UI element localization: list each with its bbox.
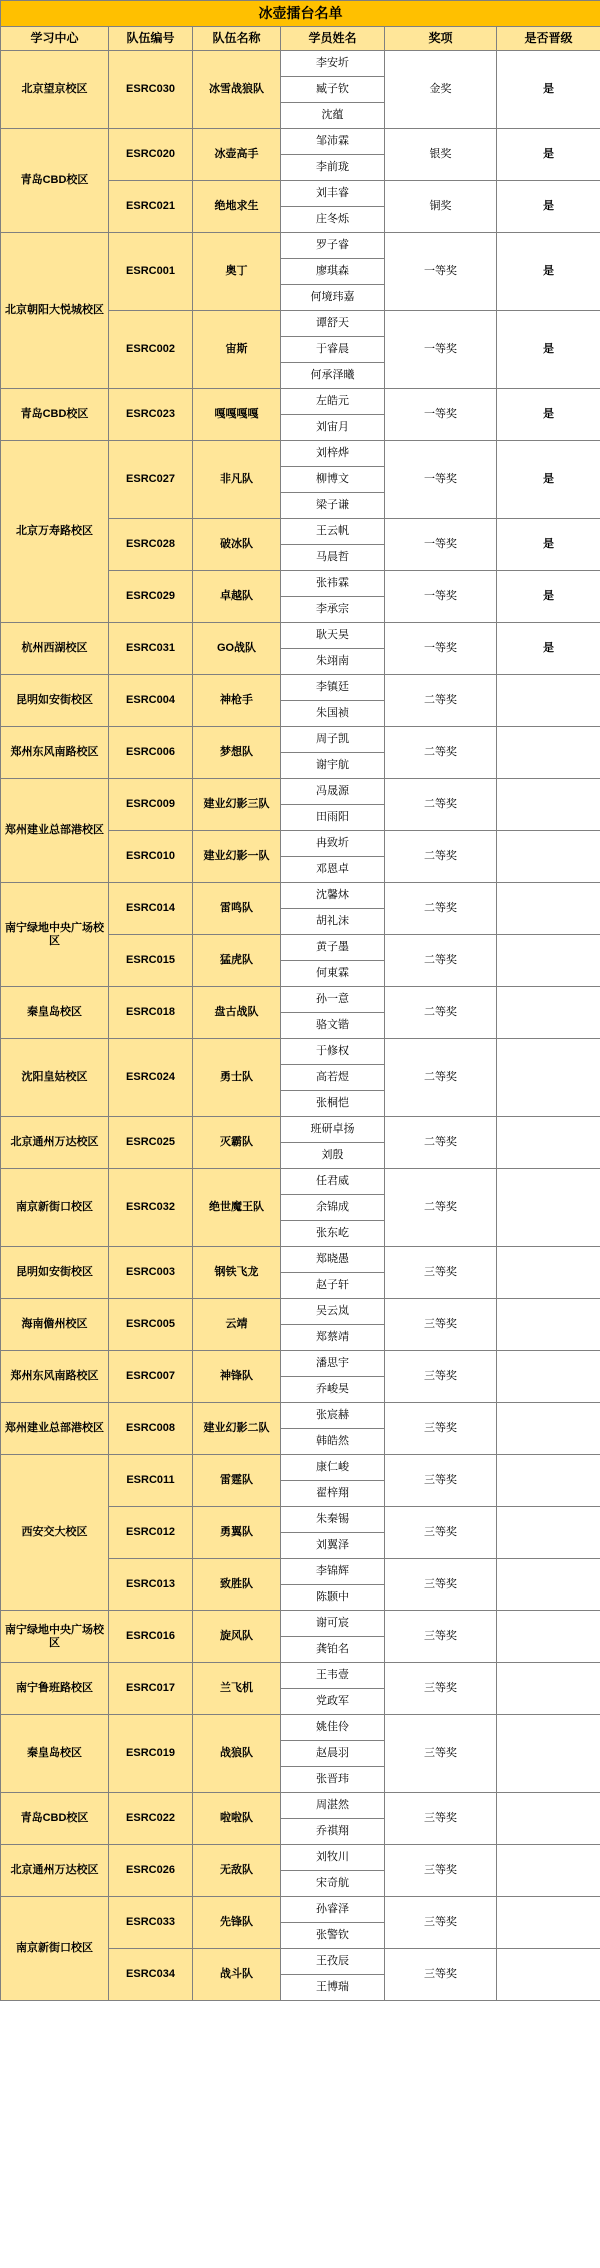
cell-prize: 二等奖: [385, 1169, 497, 1247]
cell-advanced: [497, 883, 600, 935]
cell-student-name: 余锦成: [281, 1195, 385, 1221]
cell-team-number: ESRC034: [109, 1949, 193, 2001]
cell-learning-center: 秦皇岛校区: [1, 1715, 109, 1793]
cell-student-name: 乔祺翔: [281, 1819, 385, 1845]
cell-team-name: 嘎嘎嘎嘎: [193, 389, 281, 441]
cell-team-name: 绝世魔王队: [193, 1169, 281, 1247]
cell-prize: 一等奖: [385, 311, 497, 389]
table-header-row: [1, 27, 600, 51]
cell-student-name: 孙一意: [281, 987, 385, 1013]
table-row: [1, 1793, 600, 1819]
cell-team-name: 奥丁: [193, 233, 281, 311]
cell-prize: 三等奖: [385, 1715, 497, 1793]
cell-learning-center: 郑州建业总部港校区: [1, 779, 109, 883]
cell-advanced: 是: [497, 441, 600, 519]
cell-student-name: 宋奇航: [281, 1871, 385, 1897]
cell-advanced: 是: [497, 129, 600, 181]
cell-team-name: 卓越队: [193, 571, 281, 623]
cell-student-name: 刘牧川: [281, 1845, 385, 1871]
cell-team-name: 建业幻影三队: [193, 779, 281, 831]
column-header-3: 学员姓名: [281, 27, 385, 51]
cell-team-number: ESRC002: [109, 311, 193, 389]
cell-student-name: 臧子钦: [281, 77, 385, 103]
cell-prize: 三等奖: [385, 1845, 497, 1897]
table-row: [1, 883, 600, 909]
cell-team-number: ESRC012: [109, 1507, 193, 1559]
table-row: [1, 779, 600, 805]
cell-advanced: [497, 1611, 600, 1663]
cell-team-number: ESRC029: [109, 571, 193, 623]
cell-student-name: 谭舒天: [281, 311, 385, 337]
cell-student-name: 罗子睿: [281, 233, 385, 259]
cell-prize: 三等奖: [385, 1897, 497, 1949]
column-header-4: 奖项: [385, 27, 497, 51]
cell-prize: 一等奖: [385, 623, 497, 675]
table-row: [1, 233, 600, 259]
cell-learning-center: 青岛CBD校区: [1, 389, 109, 441]
cell-prize: 三等奖: [385, 1559, 497, 1611]
cell-student-name: 冉致圻: [281, 831, 385, 857]
cell-student-name: 邹沛霖: [281, 129, 385, 155]
cell-team-number: ESRC024: [109, 1039, 193, 1117]
cell-team-name: 绝地求生: [193, 181, 281, 233]
cell-team-number: ESRC004: [109, 675, 193, 727]
cell-student-name: 翟梓翔: [281, 1481, 385, 1507]
cell-student-name: 张桐恺: [281, 1091, 385, 1117]
cell-advanced: [497, 779, 600, 831]
cell-team-name: 云靖: [193, 1299, 281, 1351]
cell-team-number: ESRC025: [109, 1117, 193, 1169]
cell-team-number: ESRC030: [109, 51, 193, 129]
cell-student-name: 王韦壹: [281, 1663, 385, 1689]
cell-team-number: ESRC033: [109, 1897, 193, 1949]
cell-team-number: ESRC008: [109, 1403, 193, 1455]
cell-prize: 三等奖: [385, 1949, 497, 2001]
table-row: [1, 129, 600, 155]
cell-advanced: 是: [497, 233, 600, 311]
table-row: [1, 1039, 600, 1065]
cell-student-name: 刘翼泽: [281, 1533, 385, 1559]
cell-advanced: 是: [497, 571, 600, 623]
cell-prize: 银奖: [385, 129, 497, 181]
table-row: [1, 1299, 600, 1325]
cell-student-name: 朱翊南: [281, 649, 385, 675]
cell-team-name: 战狼队: [193, 1715, 281, 1793]
cell-student-name: 冯晟源: [281, 779, 385, 805]
column-header-5: 是否晋级: [497, 27, 600, 51]
cell-learning-center: 郑州东风南路校区: [1, 1351, 109, 1403]
cell-prize: 三等奖: [385, 1793, 497, 1845]
cell-student-name: 吴云岚: [281, 1299, 385, 1325]
cell-learning-center: 北京望京校区: [1, 51, 109, 129]
cell-team-name: 破冰队: [193, 519, 281, 571]
cell-prize: 三等奖: [385, 1663, 497, 1715]
cell-learning-center: 北京通州万达校区: [1, 1845, 109, 1897]
table-row: [1, 675, 600, 701]
cell-learning-center: 杭州西湖校区: [1, 623, 109, 675]
cell-student-name: 黄子墨: [281, 935, 385, 961]
table-row: [1, 1715, 600, 1741]
cell-student-name: 左皓元: [281, 389, 385, 415]
cell-student-name: 张宸赫: [281, 1403, 385, 1429]
cell-student-name: 陈颢中: [281, 1585, 385, 1611]
cell-team-number: ESRC014: [109, 883, 193, 935]
cell-student-name: 姚佳伶: [281, 1715, 385, 1741]
cell-team-number: ESRC007: [109, 1351, 193, 1403]
cell-advanced: [497, 1897, 600, 1949]
table-row: [1, 1247, 600, 1273]
cell-team-number: ESRC003: [109, 1247, 193, 1299]
cell-advanced: 是: [497, 51, 600, 129]
cell-team-name: 神枪手: [193, 675, 281, 727]
cell-prize: 二等奖: [385, 831, 497, 883]
cell-prize: 一等奖: [385, 389, 497, 441]
cell-student-name: 邓恩卓: [281, 857, 385, 883]
cell-student-name: 刘宙月: [281, 415, 385, 441]
cell-student-name: 王云帆: [281, 519, 385, 545]
cell-student-name: 张警钦: [281, 1923, 385, 1949]
cell-student-name: 赵晨羽: [281, 1741, 385, 1767]
cell-team-name: GO战队: [193, 623, 281, 675]
cell-advanced: [497, 1845, 600, 1897]
cell-student-name: 李镇廷: [281, 675, 385, 701]
cell-learning-center: 沈阳皇姑校区: [1, 1039, 109, 1117]
cell-advanced: 是: [497, 181, 600, 233]
cell-advanced: [497, 831, 600, 883]
table-row: [1, 1845, 600, 1871]
column-header-1: 队伍编号: [109, 27, 193, 51]
cell-student-name: 柳博文: [281, 467, 385, 493]
table-row: [1, 1897, 600, 1923]
cell-student-name: 高若煜: [281, 1065, 385, 1091]
cell-student-name: 郑蔡靖: [281, 1325, 385, 1351]
cell-student-name: 韩皓然: [281, 1429, 385, 1455]
cell-advanced: [497, 1559, 600, 1611]
cell-team-number: ESRC022: [109, 1793, 193, 1845]
cell-team-number: ESRC016: [109, 1611, 193, 1663]
cell-learning-center: 西安交大校区: [1, 1455, 109, 1611]
cell-prize: 二等奖: [385, 779, 497, 831]
cell-prize: 一等奖: [385, 571, 497, 623]
table-row: [1, 1169, 600, 1195]
cell-advanced: [497, 935, 600, 987]
cell-prize: 二等奖: [385, 1117, 497, 1169]
cell-student-name: 李锦辉: [281, 1559, 385, 1585]
cell-prize: 二等奖: [385, 727, 497, 779]
cell-learning-center: 北京万寿路校区: [1, 441, 109, 623]
cell-advanced: 是: [497, 519, 600, 571]
cell-team-name: 非凡队: [193, 441, 281, 519]
cell-student-name: 朱秦锡: [281, 1507, 385, 1533]
cell-prize: 三等奖: [385, 1247, 497, 1299]
table-row: [1, 987, 600, 1013]
cell-team-name: 致胜队: [193, 1559, 281, 1611]
cell-advanced: [497, 987, 600, 1039]
cell-team-name: 先锋队: [193, 1897, 281, 1949]
cell-team-name: 冰雪战狼队: [193, 51, 281, 129]
cell-team-name: 猛虎队: [193, 935, 281, 987]
cell-learning-center: 海南儋州校区: [1, 1299, 109, 1351]
cell-prize: 二等奖: [385, 935, 497, 987]
cell-student-name: 何境玮嘉: [281, 285, 385, 311]
cell-team-number: ESRC015: [109, 935, 193, 987]
cell-advanced: [497, 1507, 600, 1559]
cell-student-name: 李承宗: [281, 597, 385, 623]
cell-student-name: 周子凯: [281, 727, 385, 753]
cell-student-name: 李前珑: [281, 155, 385, 181]
table-row: [1, 389, 600, 415]
cell-advanced: [497, 1793, 600, 1845]
page-title: 冰壶擂台名单: [1, 1, 600, 27]
cell-team-name: 宙斯: [193, 311, 281, 389]
cell-student-name: 王博瑞: [281, 1975, 385, 2001]
cell-learning-center: 青岛CBD校区: [1, 129, 109, 233]
cell-prize: 三等奖: [385, 1507, 497, 1559]
cell-team-name: 旋风队: [193, 1611, 281, 1663]
cell-prize: 三等奖: [385, 1403, 497, 1455]
cell-student-name: 郑晓愚: [281, 1247, 385, 1273]
cell-team-number: ESRC019: [109, 1715, 193, 1793]
table-row: [1, 727, 600, 753]
table-title-row: [1, 1, 600, 27]
cell-learning-center: 郑州建业总部港校区: [1, 1403, 109, 1455]
cell-team-name: 啦啦队: [193, 1793, 281, 1845]
cell-learning-center: 北京通州万达校区: [1, 1117, 109, 1169]
cell-team-number: ESRC026: [109, 1845, 193, 1897]
cell-student-name: 孙睿泽: [281, 1897, 385, 1923]
table-row: [1, 1611, 600, 1637]
cell-learning-center: 北京朝阳大悦城校区: [1, 233, 109, 389]
cell-team-name: 建业幻影一队: [193, 831, 281, 883]
cell-advanced: 是: [497, 623, 600, 675]
cell-team-number: ESRC018: [109, 987, 193, 1039]
cell-prize: 二等奖: [385, 883, 497, 935]
cell-student-name: 班研卓扬: [281, 1117, 385, 1143]
cell-advanced: [497, 1039, 600, 1117]
cell-advanced: [497, 1351, 600, 1403]
cell-learning-center: 昆明如安街校区: [1, 1247, 109, 1299]
cell-team-name: 神锋队: [193, 1351, 281, 1403]
table-row: [1, 51, 600, 77]
cell-student-name: 沈馨炑: [281, 883, 385, 909]
cell-team-name: 冰壶高手: [193, 129, 281, 181]
cell-team-number: ESRC006: [109, 727, 193, 779]
cell-team-name: 灭霸队: [193, 1117, 281, 1169]
cell-team-number: ESRC017: [109, 1663, 193, 1715]
cell-student-name: 谢可宸: [281, 1611, 385, 1637]
cell-student-name: 赵子轩: [281, 1273, 385, 1299]
cell-team-number: ESRC028: [109, 519, 193, 571]
cell-student-name: 周湛然: [281, 1793, 385, 1819]
cell-team-number: ESRC011: [109, 1455, 193, 1507]
table-row: [1, 1663, 600, 1689]
cell-student-name: 任君威: [281, 1169, 385, 1195]
cell-advanced: [497, 1663, 600, 1715]
cell-student-name: 田雨阳: [281, 805, 385, 831]
cell-advanced: [497, 1949, 600, 2001]
cell-student-name: 何承泽曦: [281, 363, 385, 389]
cell-prize: 三等奖: [385, 1455, 497, 1507]
cell-team-number: ESRC020: [109, 129, 193, 181]
cell-team-name: 无敌队: [193, 1845, 281, 1897]
cell-advanced: 是: [497, 389, 600, 441]
cell-advanced: 是: [497, 311, 600, 389]
cell-student-name: 廖琪森: [281, 259, 385, 285]
cell-team-name: 雷鸣队: [193, 883, 281, 935]
cell-advanced: [497, 1403, 600, 1455]
cell-learning-center: 南京新街口校区: [1, 1897, 109, 2001]
cell-advanced: [497, 1247, 600, 1299]
cell-student-name: 庄冬烁: [281, 207, 385, 233]
table-row: [1, 623, 600, 649]
cell-student-name: 耿天昊: [281, 623, 385, 649]
cell-advanced: [497, 727, 600, 779]
cell-learning-center: 昆明如安街校区: [1, 675, 109, 727]
cell-team-number: ESRC021: [109, 181, 193, 233]
cell-prize: 二等奖: [385, 987, 497, 1039]
cell-student-name: 胡礼沫: [281, 909, 385, 935]
cell-student-name: 张东屹: [281, 1221, 385, 1247]
cell-prize: 一等奖: [385, 441, 497, 519]
cell-prize: 金奖: [385, 51, 497, 129]
cell-team-number: ESRC001: [109, 233, 193, 311]
cell-team-number: ESRC032: [109, 1169, 193, 1247]
cell-prize: 三等奖: [385, 1299, 497, 1351]
table-row: [1, 1455, 600, 1481]
cell-prize: 二等奖: [385, 675, 497, 727]
cell-learning-center: 青岛CBD校区: [1, 1793, 109, 1845]
cell-prize: 三等奖: [385, 1611, 497, 1663]
cell-advanced: [497, 1169, 600, 1247]
cell-team-number: ESRC027: [109, 441, 193, 519]
cell-learning-center: 南宁绿地中央广场校区: [1, 883, 109, 987]
cell-prize: 三等奖: [385, 1351, 497, 1403]
cell-student-name: 沈蕴: [281, 103, 385, 129]
cell-learning-center: 秦皇岛校区: [1, 987, 109, 1039]
cell-prize: 铜奖: [385, 181, 497, 233]
cell-team-name: 战斗队: [193, 1949, 281, 2001]
cell-advanced: [497, 1715, 600, 1793]
cell-learning-center: 南京新街口校区: [1, 1169, 109, 1247]
cell-team-name: 兰飞机: [193, 1663, 281, 1715]
cell-student-name: 潘思宇: [281, 1351, 385, 1377]
cell-student-name: 于睿晨: [281, 337, 385, 363]
table-row: [1, 441, 600, 467]
cell-learning-center: 南宁绿地中央广场校区: [1, 1611, 109, 1663]
column-header-2: 队伍名称: [193, 27, 281, 51]
cell-team-name: 钢铁飞龙: [193, 1247, 281, 1299]
cell-team-number: ESRC013: [109, 1559, 193, 1611]
cell-student-name: 乔峻昊: [281, 1377, 385, 1403]
cell-student-name: 朱国祯: [281, 701, 385, 727]
table-row: [1, 1117, 600, 1143]
cell-team-name: 勇士队: [193, 1039, 281, 1117]
cell-prize: 二等奖: [385, 1039, 497, 1117]
cell-team-number: ESRC023: [109, 389, 193, 441]
cell-student-name: 刘殷: [281, 1143, 385, 1169]
cell-student-name: 龚铂名: [281, 1637, 385, 1663]
cell-student-name: 王孜辰: [281, 1949, 385, 1975]
cell-advanced: [497, 675, 600, 727]
cell-team-number: ESRC005: [109, 1299, 193, 1351]
cell-prize: 一等奖: [385, 233, 497, 311]
cell-learning-center: 郑州东风南路校区: [1, 727, 109, 779]
cell-student-name: 骆文锴: [281, 1013, 385, 1039]
cell-student-name: 何東霖: [281, 961, 385, 987]
cell-student-name: 康仁峻: [281, 1455, 385, 1481]
table-row: [1, 1403, 600, 1429]
table-body: [1, 1, 600, 2001]
cell-student-name: 李安圻: [281, 51, 385, 77]
cell-team-name: 雷霆队: [193, 1455, 281, 1507]
cell-student-name: 梁子谦: [281, 493, 385, 519]
cell-team-number: ESRC031: [109, 623, 193, 675]
cell-team-name: 勇翼队: [193, 1507, 281, 1559]
cell-student-name: 党政军: [281, 1689, 385, 1715]
cell-team-name: 盘古战队: [193, 987, 281, 1039]
cell-advanced: [497, 1455, 600, 1507]
cell-student-name: 刘丰睿: [281, 181, 385, 207]
cell-advanced: [497, 1299, 600, 1351]
table-row: [1, 1351, 600, 1377]
cell-learning-center: 南宁鲁班路校区: [1, 1663, 109, 1715]
cell-prize: 一等奖: [385, 519, 497, 571]
cell-student-name: 刘梓烨: [281, 441, 385, 467]
cell-team-number: ESRC009: [109, 779, 193, 831]
cell-student-name: 张祎霖: [281, 571, 385, 597]
column-header-0: 学习中心: [1, 27, 109, 51]
cell-team-number: ESRC010: [109, 831, 193, 883]
cell-student-name: 马晨哲: [281, 545, 385, 571]
cell-team-name: 建业幻影二队: [193, 1403, 281, 1455]
cell-advanced: [497, 1117, 600, 1169]
cell-team-name: 梦想队: [193, 727, 281, 779]
cell-student-name: 于修权: [281, 1039, 385, 1065]
cell-student-name: 张晋玮: [281, 1767, 385, 1793]
cell-student-name: 谢宇航: [281, 753, 385, 779]
